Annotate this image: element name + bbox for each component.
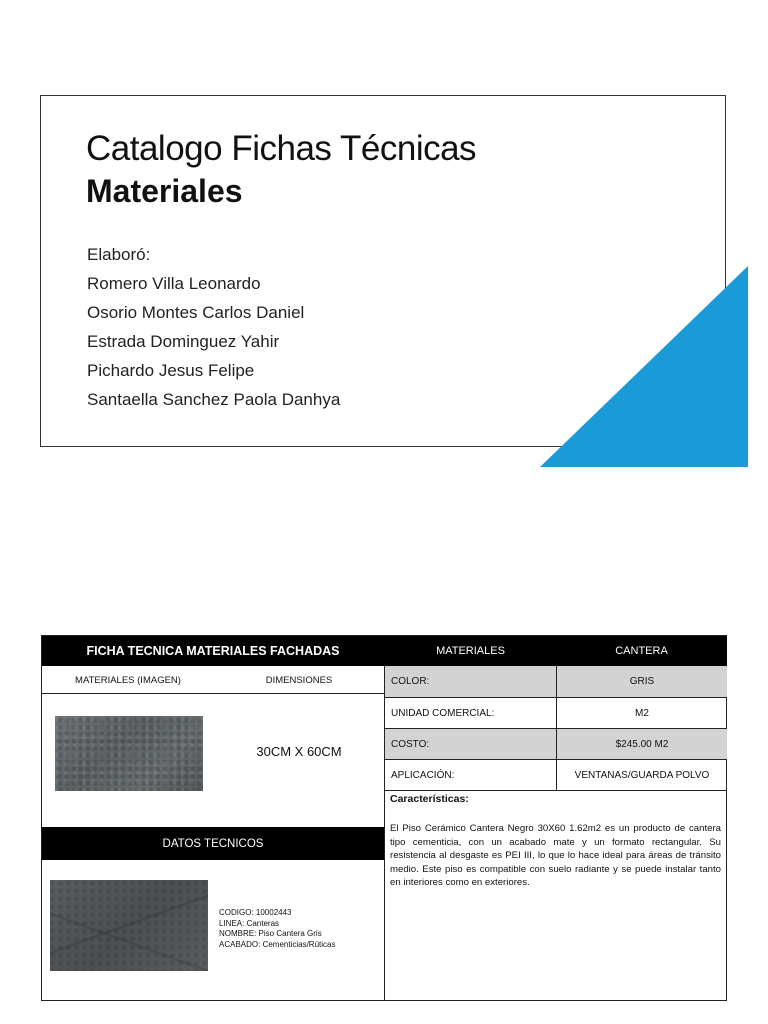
sheet-title: FICHA TECNICA MATERIALES FACHADAS <box>86 644 340 658</box>
material-value: CANTERA <box>615 645 668 657</box>
authors-list <box>87 244 340 418</box>
installation-image <box>50 880 208 971</box>
author-name: Santaella Sanchez Paola Danhya <box>87 390 341 409</box>
col-image-header: MATERIALES (IMAGEN) <box>75 674 181 686</box>
accent-triangle <box>540 266 748 467</box>
material-image <box>55 716 203 791</box>
property-label-costo: COSTO: <box>385 729 556 760</box>
technical-sheet <box>41 635 727 1001</box>
property-value-costo: $245.00 M2 <box>556 729 727 760</box>
datos-linea: LINEA: Canteras <box>219 918 280 928</box>
dimensions-value: 30CM X 60CM <box>256 743 342 759</box>
property-value-unidad: M2 <box>556 698 727 729</box>
datos-tecnicos-header: DATOS TECNICOS <box>42 827 384 860</box>
author-name: Estrada Dominguez Yahir <box>87 332 280 351</box>
materials-header: MATERIALES <box>436 645 505 657</box>
features-title: Características: <box>390 793 469 805</box>
catalog-title: Catalogo Fichas Técnicas <box>86 129 477 168</box>
datos-list <box>219 908 379 950</box>
catalog-subtitle: Materiales <box>86 173 243 209</box>
property-label-unidad: UNIDAD COMERCIAL: <box>385 698 556 729</box>
property-label-color: COLOR: <box>385 666 556 698</box>
property-value-color: GRIS <box>556 666 727 698</box>
datos-nombre: NOMBRE: Piso Cantera Gris <box>219 929 322 938</box>
author-name: Romero Villa Leonardo <box>87 274 261 293</box>
features-text: El Piso Cerámico Cantera Negro 30X60 1.62m2 es un producto de cantera tipo cementicia, con un acabado mate y un formato rectangular. Su resistencia al desgaste es PEI III, lo que lo hace ideal para áreas de tránsito medio. Este piso es compatible con suelo radiante y se puede instalar tanto en interiores como en exteriores. <box>390 823 721 888</box>
col-dimensions-header: DIMENSIONES <box>265 674 333 686</box>
author-name: Osorio Montes Carlos Daniel <box>87 303 305 322</box>
author-name: Pichardo Jesus Felipe <box>87 361 255 380</box>
authors-heading: Elaboró: <box>87 245 151 264</box>
datos-codigo: CODIGO: 10002443 <box>219 908 292 917</box>
property-label-aplicacion: APLICACIÓN: <box>385 760 556 791</box>
datos-acabado: ACABADO: Cementicias/Rúticas <box>219 939 336 949</box>
property-value-aplicacion: VENTANAS/GUARDA POLVO <box>556 760 727 791</box>
